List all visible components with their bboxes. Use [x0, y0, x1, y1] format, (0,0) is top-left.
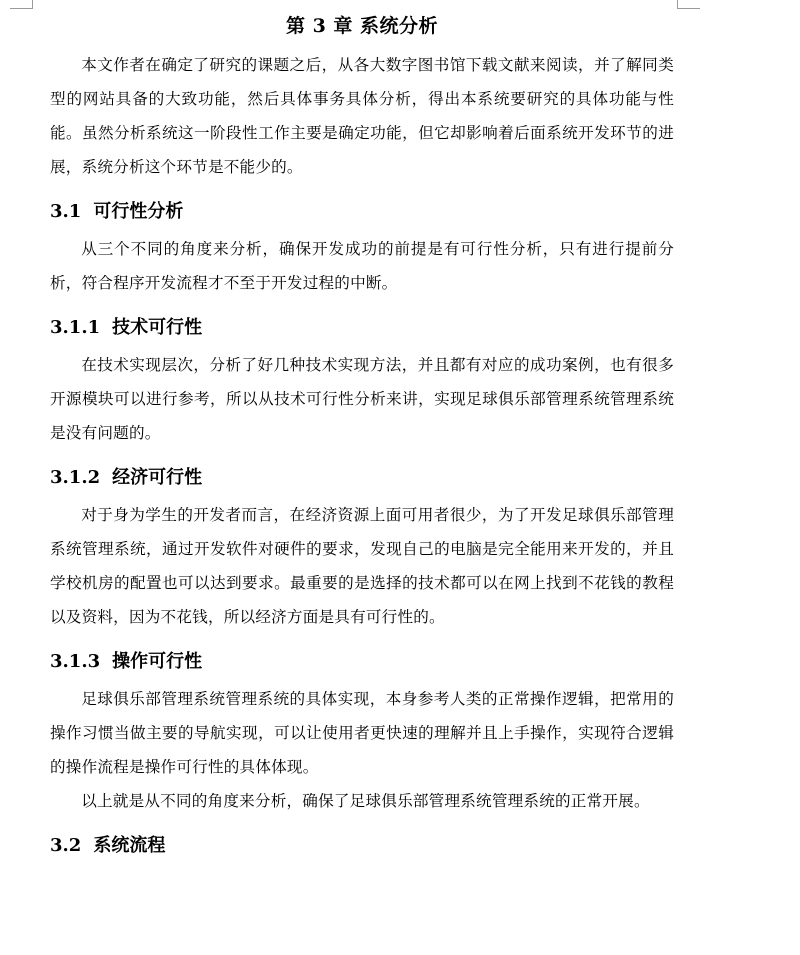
section-number: 3.1.2	[50, 467, 101, 488]
crop-mark-top-left	[10, 0, 33, 9]
section-heading-3-1-1	[50, 314, 674, 342]
document-page	[50, 10, 674, 866]
section-heading-3-1-3	[50, 648, 674, 676]
section-number: 3.1	[50, 201, 82, 222]
section-paragraph: 对于身为学生的开发者而言，在经济资源上面可用者很少，为了开发足球俱乐部管理系统管理系统，通过开发软件对硬件的要求，发现自己的电脑是完全能用来开发的，并且学校机房的配置也可以达到要求。最重要的是选择的技术都可以在网上找到不花钱的教程以及资料，因为不花钱，所以经济方面是具有可行性的。	[50, 506, 674, 626]
crop-mark-top-right	[677, 0, 700, 9]
intro-paragraph: 本文作者在确定了研究的课题之后，从各大数字图书馆下载文献来阅读，并了解同类型的网站具备的大致功能，然后具体事务具体分析，得出本系统要研究的具体功能与性能。虽然分析系统这一阶段性工作主要是确定功能，但它却影响着后面系统开发环节的进展，系统分析这个环节是不能少的。	[50, 56, 674, 176]
section-paragraph: 以上就是从不同的角度来分析，确保了足球俱乐部管理系统管理系统的正常开展。	[81, 792, 650, 810]
section-paragraph: 在技术实现层次，分析了好几种技术实现方法，并且都有对应的成功案例，也有很多开源模块可以进行参考，所以从技术可行性分析来讲，实现足球俱乐部管理系统管理系统是没有问题的。	[50, 356, 674, 442]
section-title: 经济可行性	[112, 467, 203, 488]
section-title: 技术可行性	[112, 317, 203, 338]
section-heading-3-2	[50, 832, 674, 860]
chapter-title: 第 3 章 系统分析	[285, 15, 439, 37]
section-paragraph: 从三个不同的角度来分析，确保开发成功的前提是有可行性分析，只有进行提前分析，符合程序开发流程才不至于开发过程的中断。	[50, 240, 674, 292]
section-paragraph: 足球俱乐部管理系统管理系统的具体实现，本身参考人类的正常操作逻辑，把常用的操作习惯当做主要的导航实现，可以让使用者更快速的理解并且上手操作，实现符合逻辑的操作流程是操作可行性的具体体现。	[50, 690, 674, 776]
section-title: 系统流程	[93, 835, 166, 856]
section-number: 3.1.1	[50, 317, 101, 338]
section-title: 操作可行性	[112, 651, 203, 672]
section-heading-3-1	[50, 198, 674, 226]
section-number: 3.2	[50, 835, 82, 856]
section-title: 可行性分析	[93, 201, 184, 222]
section-number: 3.1.3	[50, 651, 101, 672]
section-heading-3-1-2	[50, 464, 674, 492]
